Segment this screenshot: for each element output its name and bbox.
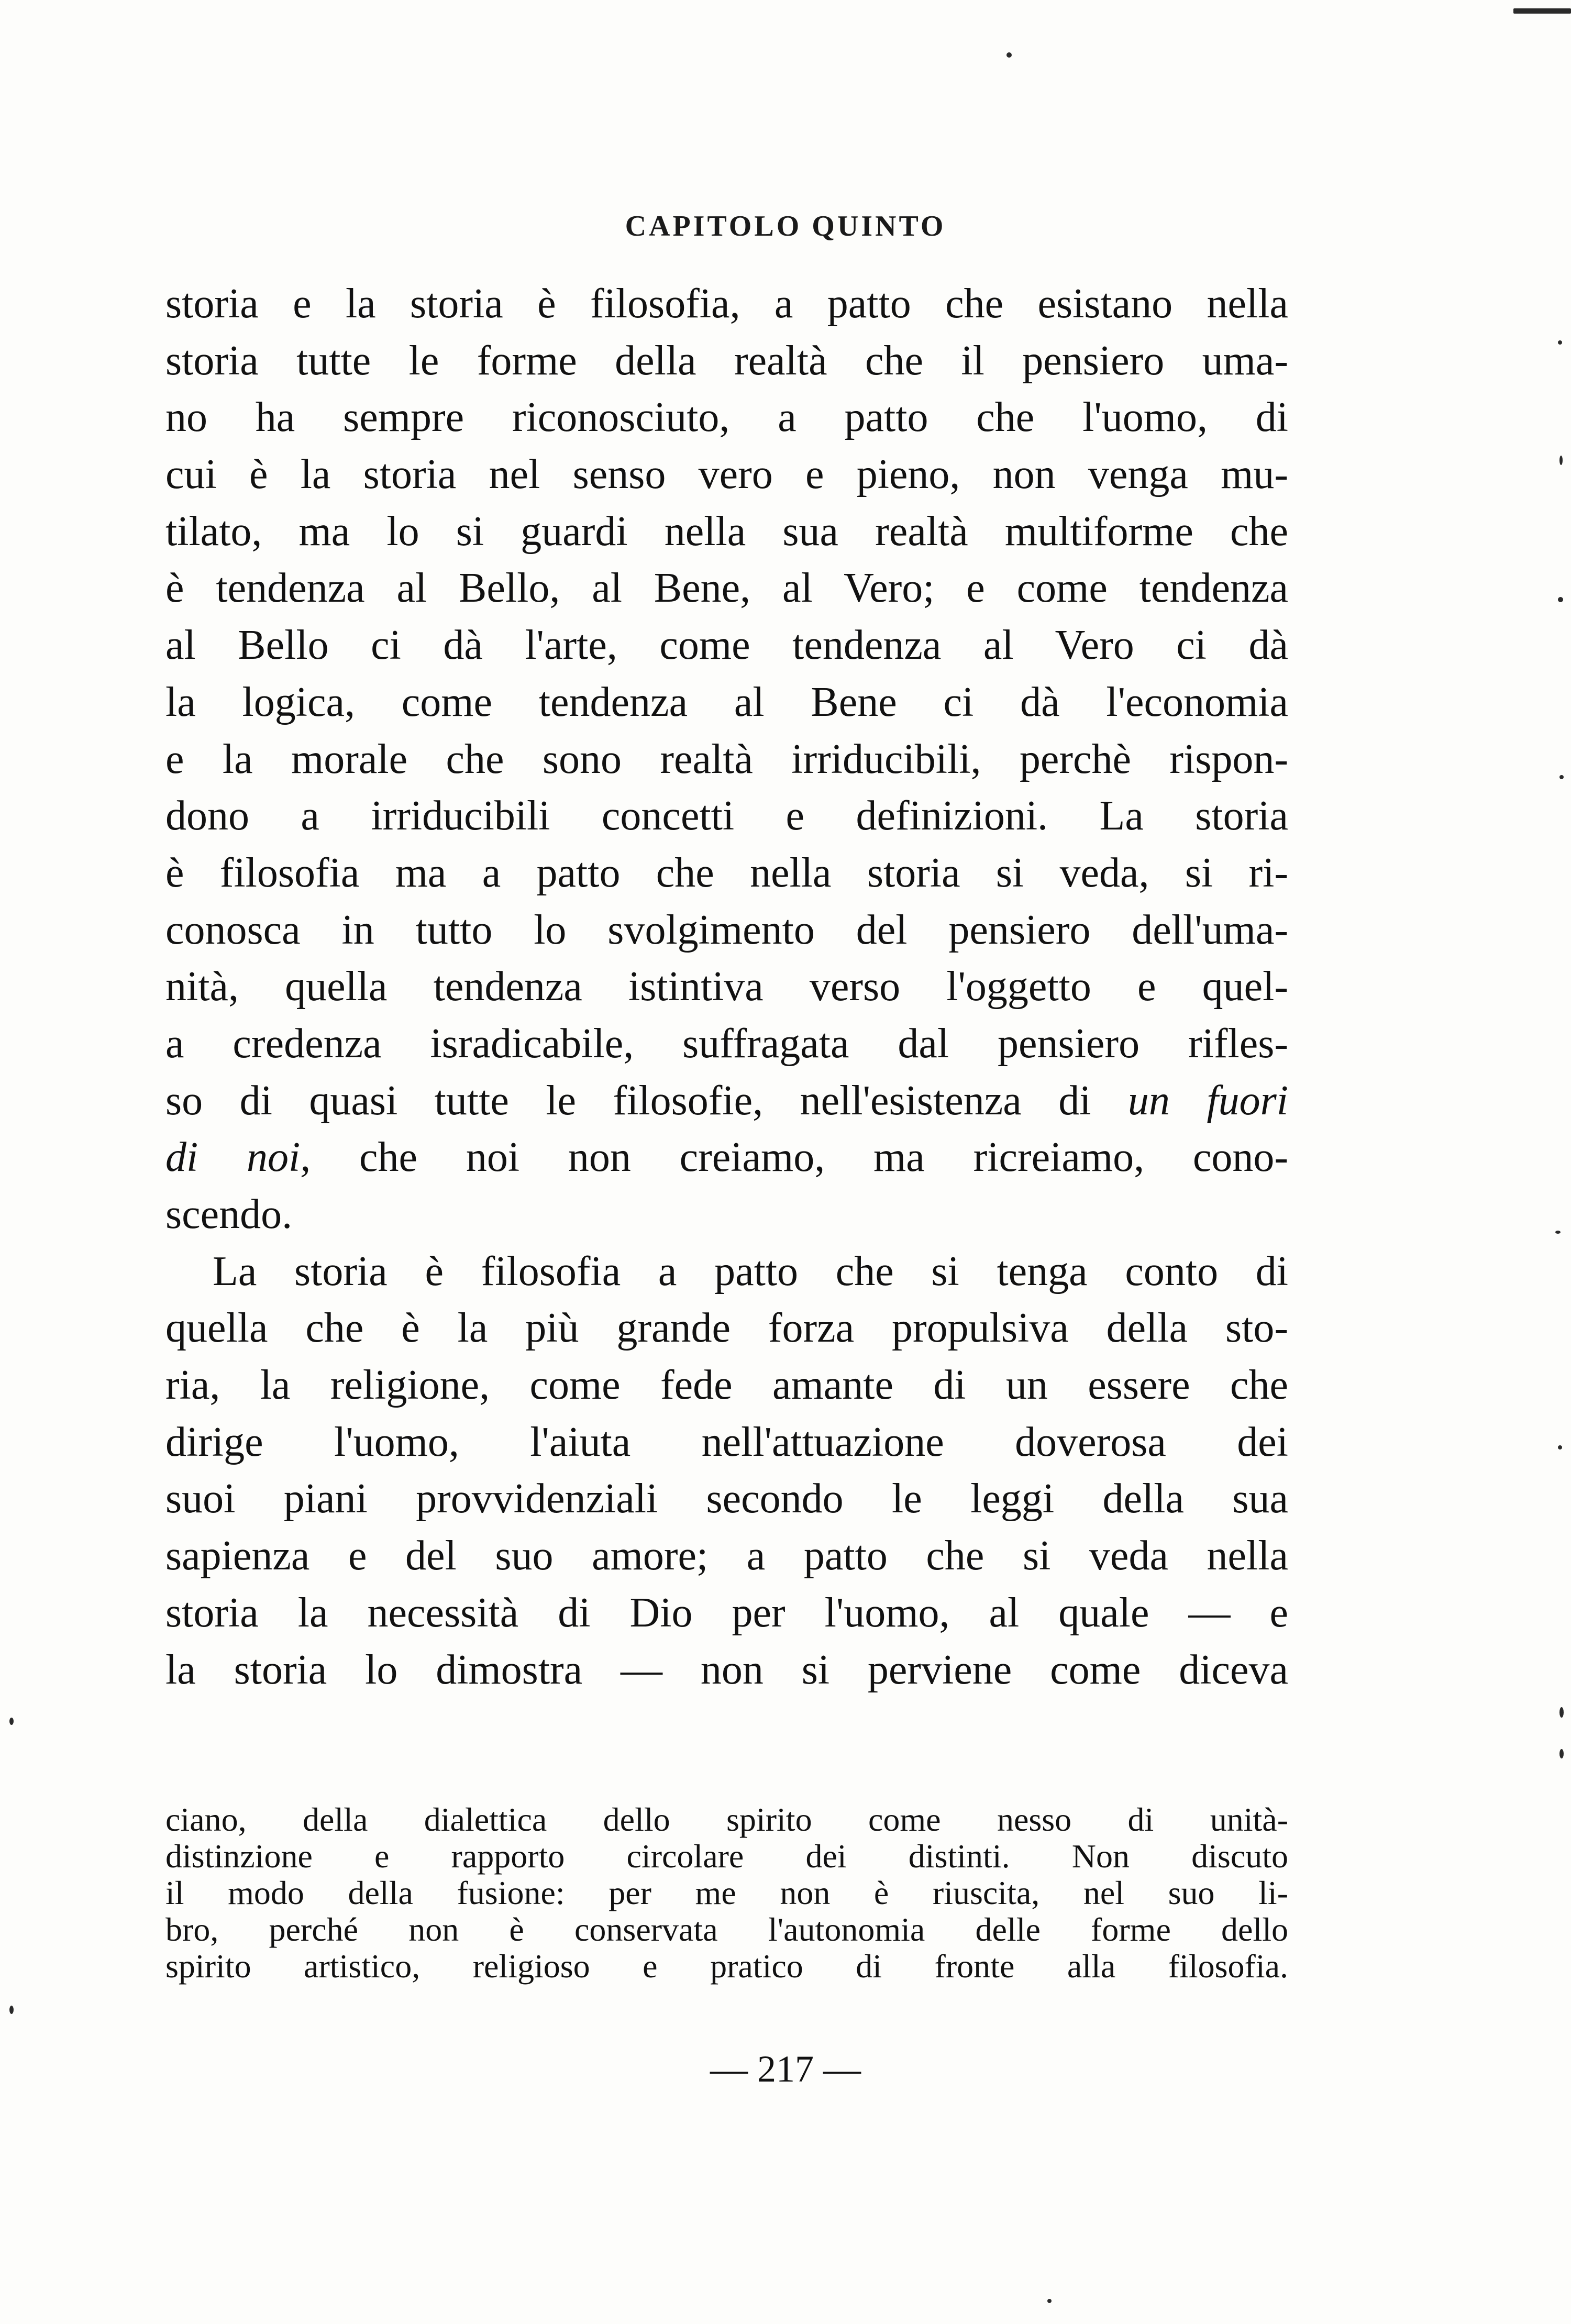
text-line: tilato, ma lo si guardi nella sua realtà multiforme che <box>165 508 1288 555</box>
scan-speck <box>9 1718 14 1725</box>
text-line: conosca in tutto lo svolgimento del pensiero dell'uma- <box>165 906 1288 953</box>
scan-speck <box>1559 1707 1564 1718</box>
page-number: — 217 — <box>710 2048 861 2090</box>
scan-speck <box>1006 52 1012 58</box>
text-line: sapienza e del suo amore; a patto che si veda nella <box>165 1533 1288 1579</box>
footnote-line: ciano, della dialettica dello spirito come nesso di unità- <box>165 1801 1288 1838</box>
scan-speck <box>9 2006 14 2014</box>
text-line: cui è la storia nel senso vero e pieno, non venga mu- <box>165 451 1288 498</box>
text-line: storia tutte le forme della realtà che il pensiero uma- <box>165 337 1288 384</box>
scan-speck <box>1558 1445 1562 1449</box>
main-text <box>165 275 1288 1698</box>
text-line: storia la necessità di Dio per l'uomo, al quale — e <box>165 1589 1288 1636</box>
scan-speck <box>1558 597 1563 602</box>
scan-speck <box>1513 8 1571 14</box>
running-header: CAPITOLO QUINTO <box>625 210 946 242</box>
italic-phrase: un fuori <box>1127 1077 1288 1124</box>
scan-speck <box>1047 2299 1052 2303</box>
footnote <box>165 1801 1288 1985</box>
scan-speck <box>1559 456 1563 465</box>
scan-speck <box>1555 1231 1561 1234</box>
text-line-paragraph-start: La storia è filosofia a patto che si tenga conto di <box>213 1248 1288 1294</box>
footnote-line: il modo della fusione: per me non è riuscita, nel suo li- <box>165 1875 1288 1911</box>
text-line: a credenza isradicabile, suffragata dal pensiero rifles- <box>165 1020 1288 1067</box>
text-line: è filosofia ma a patto che nella storia si veda, si ri- <box>165 849 1288 896</box>
text-line: e la morale che sono realtà irriducibili, perchè rispon- <box>165 736 1288 782</box>
text-line: al Bello ci dà l'arte, come tendenza al Vero ci dà <box>165 622 1288 669</box>
footnote-line: distinzione e rapporto circolare dei distinti. Non discuto <box>165 1838 1288 1875</box>
text-line: dono a irriducibili concetti e definizioni. La storia <box>165 793 1288 839</box>
text-line: è tendenza al Bello, al Bene, al Vero; e come tendenza <box>165 565 1288 612</box>
scan-speck <box>1558 340 1562 345</box>
footnote-line: bro, perché non è conservata l'autonomia delle forme dello <box>165 1911 1288 1948</box>
text-line: di noi, che noi non creiamo, ma ricreiamo, cono- <box>165 1134 1288 1181</box>
text-line: dirige l'uomo, l'aiuta nell'attuazione doverosa dei <box>165 1419 1288 1465</box>
text-line: so di quasi tutte le filosofie, nell'esistenza di un fuori <box>165 1077 1288 1124</box>
footnote-line: spirito artistico, religioso e pratico di fronte alla filosofia. <box>165 1948 1288 1985</box>
text-line: nità, quella tendenza istintiva verso l'oggetto e quel- <box>165 964 1288 1010</box>
text-line: ria, la religione, come fede amante di un essere che <box>165 1362 1288 1409</box>
italic-phrase: di noi, <box>165 1134 311 1181</box>
scan-speck <box>1559 775 1564 779</box>
text-line: la storia lo dimostra — non si perviene come diceva <box>165 1646 1288 1693</box>
scan-speck <box>1559 1749 1564 1758</box>
text-line-paragraph-end: scendo. <box>165 1191 293 1237</box>
text-line: suoi piani provvidenziali secondo le leggi della sua <box>165 1476 1288 1522</box>
text-line: la logica, come tendenza al Bene ci dà l'economia <box>165 679 1288 725</box>
text-line: no ha sempre riconosciuto, a patto che l'uomo, di <box>165 394 1288 441</box>
text-line: storia e la storia è filosofia, a patto che esistano nella <box>165 281 1288 327</box>
text-line: quella che è la più grande forza propulsiva della sto- <box>165 1305 1288 1352</box>
